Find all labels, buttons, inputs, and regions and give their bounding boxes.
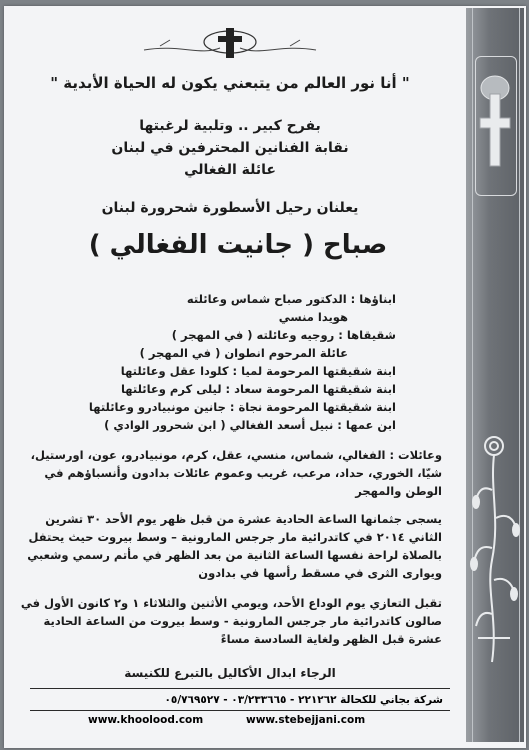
intro-line-3: عائلة الفغالي [184,162,276,178]
relative-line: ابناؤها : الدكتور صباح شماس وعائلته [186,292,396,306]
intro-line-1: بفرح كبير .. وتلبية لرغبتها [139,118,321,134]
footer-divider [30,710,450,711]
relative-line: ابن عمها : نبيل أسعد الفغالي ( ابن شحرور الوادي ) [104,418,396,432]
verse-quote: " أنا نور العالم من يتبعني يكون له الحياة الأبدية " [50,74,410,92]
relative-line: ابنة شقيقتها المرحومة سعاد : ليلى كرم وعائلتها [120,382,396,396]
condolences-paragraph: تقبل التعازي يوم الوداع الأحد، ويومي الأثنين والثلاثاء ١ و٢ كانون الأول في صالون كاتدرائية مار جرجس المارونية - وسط بيروت من الساعة الحادية عشرة قبل الظهر ولغاية السادسة مساءً [20,596,442,646]
funeral-paragraph: يسجى جثمانها الساعة الحادية عشرة من قبل ظهر يوم الأحد ٣٠ تشرين الثاني ٢٠١٤ في كاتدرائية مار جرجس المارونية – وسط بيروت حيث يحتفل بالصلاة لراحة نفسها الساعة الثانية من بعد الظهر في مأتم رسمي وشعبي ويوارى الثرى في مسقط رأسها في بدادون [27,512,442,580]
floral-ornament-icon [470,430,522,670]
website-link-khoolood[interactable]: www.khoolood.com [88,714,204,726]
relative-line: ابنة شقيقتها المرحومة لميا : كلودا عقل وعائلتها [120,364,396,378]
funeral-company-contact: شركة بجاني للكحالة ٢٢١٢٦٢ - ٠٣/٢٣٣٦٦٥ - ٠٥/٧٦٩٥٢٧ [164,694,443,706]
donation-note: الرجاء ابدال الأكاليل بالتبرع للكنيسة [124,666,336,680]
deceased-name: صباح ( جانيت الفغالي ) [88,230,388,260]
cross-icon [476,74,514,174]
families-paragraph: وعائلات : الفغالي، شماس، منسي، عقل، كرم، مونبيادرو، عون، اورستيل، شيّا، الخوري، حداد، مرعب، غريب وعموم عائلات بدادون وأنسباؤهم في الوطن والمهجر [30,448,442,498]
relative-line: شقيقاها : روجيه وعائلته ( في المهجر ) [171,328,396,342]
relative-line: عائلة المرحوم انطوان ( في المهجر ) [139,346,348,360]
announcement: يعلنان رحيل الأسطورة شحرورة لبنان [101,200,359,216]
website-link-stebejjani[interactable]: www.stebejjani.com [246,714,366,726]
footer-divider [30,688,450,689]
relative-line: ابنة شقيقتها المرحومة نجاة : جانين مونبيادرو وعائلتها [88,400,396,414]
relative-line: هويدا منسي [278,310,348,324]
intro-line-2: نقابة الفنانين المحترفين في لبنان [111,140,349,156]
